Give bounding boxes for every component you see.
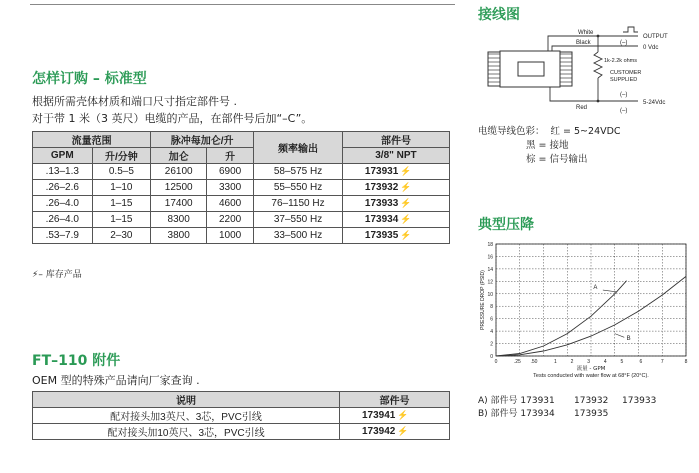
cell-freq: 55–550 Hz bbox=[254, 180, 343, 196]
cell-gal: 26100 bbox=[151, 164, 207, 180]
part-number: 173931 bbox=[364, 166, 399, 177]
header-lpm: 升/分钟 bbox=[92, 148, 151, 164]
x-axis-label: 流量 - GPM bbox=[576, 366, 606, 372]
table-row bbox=[33, 164, 450, 180]
bolt-icon: ⚡ bbox=[400, 230, 412, 240]
cell-gal: 17400 bbox=[151, 196, 207, 212]
cell-lpm: 1–15 bbox=[92, 196, 151, 212]
x-tick-label: 4 bbox=[603, 359, 607, 365]
cell-liter: 6900 bbox=[207, 164, 254, 180]
bolt-icon: ⚡ bbox=[400, 198, 412, 208]
accessory-table bbox=[32, 391, 450, 440]
pressure-chart bbox=[478, 238, 694, 388]
cell-liter: 1000 bbox=[207, 228, 254, 244]
series-a-label: A bbox=[593, 284, 598, 291]
wire-legend bbox=[478, 125, 621, 167]
order-line-1: 根据所需壳体材质和端口尺寸指定部件号 . bbox=[32, 95, 237, 108]
bolt-icon: ⚡ bbox=[397, 426, 409, 436]
part-number: 173932 bbox=[364, 182, 399, 193]
cell-liter: 2200 bbox=[207, 212, 254, 228]
cell-part bbox=[342, 196, 449, 212]
x-tick-label: 5 bbox=[620, 359, 624, 365]
minus-label-3: (–) bbox=[620, 108, 628, 114]
cell-gal: 8300 bbox=[151, 212, 207, 228]
y-tick-label: 18 bbox=[487, 242, 493, 248]
legend-a3: 173933 bbox=[622, 396, 657, 406]
table-row bbox=[33, 212, 450, 228]
cell-part bbox=[340, 424, 450, 440]
x-tick-label: 6 bbox=[639, 359, 643, 365]
legend-b2: 173935 bbox=[574, 409, 609, 419]
y-tick-label: 10 bbox=[487, 291, 493, 298]
table-row bbox=[33, 196, 450, 212]
cell-lpm: 0.5–5 bbox=[92, 164, 151, 180]
y-tick-label: 2 bbox=[490, 341, 493, 348]
wire-legend-brown: 棕 = 信号输出 bbox=[526, 154, 588, 165]
part-number: 173942 bbox=[362, 426, 396, 437]
cell-gpm: .26–2.6 bbox=[33, 180, 93, 196]
bolt-icon: ⚡ bbox=[400, 182, 412, 192]
output-label: OUTPUT bbox=[643, 34, 668, 40]
cell-gal: 3800 bbox=[151, 228, 207, 244]
wire-legend-black: 黑 = 接地 bbox=[526, 140, 569, 151]
supply-label: 5-24Vdc bbox=[643, 100, 666, 106]
minus-label-2: (–) bbox=[620, 92, 628, 98]
chart-note: Tests conducted with water flow at 68°F (20°C). bbox=[533, 373, 649, 379]
pressure-title: 典型压降 bbox=[478, 217, 534, 233]
x-tick-label: 7 bbox=[660, 359, 664, 365]
chart-legend bbox=[478, 395, 698, 421]
y-tick-label: 6 bbox=[490, 316, 493, 323]
wiring-title: 接线图 bbox=[478, 7, 520, 23]
minus-label-1: (–) bbox=[620, 40, 628, 46]
table-row bbox=[33, 408, 450, 424]
cell-freq: 37–550 Hz bbox=[254, 212, 343, 228]
header-part: 部件号 bbox=[342, 132, 449, 148]
zero-vdc-label: 0 Vdc bbox=[643, 45, 659, 51]
sensor-body bbox=[500, 51, 560, 87]
cell-gpm: .26–4.0 bbox=[33, 196, 93, 212]
series-b-pointer bbox=[615, 334, 625, 338]
cell-liter: 4600 bbox=[207, 196, 254, 212]
cell-gpm: .53–7.9 bbox=[33, 228, 93, 244]
x-tick-label: 8 bbox=[684, 359, 688, 365]
cell-freq: 58–575 Hz bbox=[254, 164, 343, 180]
y-axis-label: PRESSURE DROP (PSID) bbox=[480, 270, 486, 330]
table-row bbox=[33, 180, 450, 196]
wire-white-label: White bbox=[578, 30, 594, 36]
x-tick-label: .25 bbox=[513, 359, 521, 365]
wire-legend-red: 红 = 5~24VDC bbox=[550, 126, 621, 137]
y-tick-label: 16 bbox=[487, 254, 493, 261]
wire-legend-label: 电缆导线色彩： bbox=[478, 126, 545, 137]
part-number: 173933 bbox=[364, 198, 399, 209]
cell-part bbox=[342, 180, 449, 196]
header-liter: 升 bbox=[207, 148, 254, 164]
resistor-label: 1k-2.2k ohms bbox=[604, 58, 638, 64]
legend-b-label: B) 部件号 173934 bbox=[478, 409, 555, 419]
accessories-note: OEM 型的特殊产品请向厂家查询 . bbox=[32, 374, 200, 387]
order-table bbox=[32, 131, 450, 244]
cell-desc: 配对接头加10英尺、3芯，PVC引线 bbox=[33, 424, 340, 440]
header-gpm: GPM bbox=[33, 148, 93, 164]
header-gal: 加仑 bbox=[151, 148, 207, 164]
cell-part bbox=[342, 212, 449, 228]
cell-freq: 33–500 Hz bbox=[254, 228, 343, 244]
bolt-icon: ⚡ bbox=[400, 214, 412, 224]
cell-liter: 3300 bbox=[207, 180, 254, 196]
order-title: 怎样订购 – 标准型 bbox=[32, 71, 147, 87]
cell-freq: 76–1150 Hz bbox=[254, 196, 343, 212]
bolt-icon: ⚡ bbox=[397, 410, 409, 420]
cell-gpm: .13–1.3 bbox=[33, 164, 93, 180]
series-line-A bbox=[496, 281, 627, 356]
plot-frame bbox=[496, 244, 686, 356]
x-tick-label: 0 bbox=[494, 359, 498, 365]
cell-gal: 12500 bbox=[151, 180, 207, 196]
cell-part bbox=[342, 228, 449, 244]
part-number: 173934 bbox=[364, 214, 399, 225]
header-freq: 频率输出 bbox=[254, 132, 343, 164]
header-flow-range: 流量范围 bbox=[33, 132, 151, 148]
cell-lpm: 1–10 bbox=[92, 180, 151, 196]
part-number: 173941 bbox=[362, 410, 396, 421]
table-row bbox=[33, 424, 450, 440]
series-b-label: B bbox=[626, 335, 631, 342]
cell-part bbox=[342, 164, 449, 180]
top-divider bbox=[30, 0, 455, 5]
x-tick-label: .50 bbox=[530, 359, 538, 365]
cell-lpm: 1–15 bbox=[92, 212, 151, 228]
y-tick-label: 4 bbox=[490, 329, 493, 336]
wiring-diagram bbox=[478, 24, 693, 114]
order-line-2: 对于带 1 米（3 英尺）电缆的产品，在部件号后加“–C”。 bbox=[32, 112, 313, 125]
customer-label: CUSTOMER bbox=[610, 70, 642, 76]
accessories-title: FT–110 附件 bbox=[32, 353, 121, 369]
y-tick-label: 14 bbox=[487, 266, 493, 273]
y-tick-label: 8 bbox=[490, 304, 493, 311]
wire-red-label: Red bbox=[576, 105, 588, 111]
legend-a2: 173932 bbox=[574, 396, 609, 406]
cell-desc: 配对接头加3英尺、3芯，PVC引线 bbox=[33, 408, 340, 424]
header-npt: 3/8" NPT bbox=[342, 148, 449, 164]
x-tick-label: 2 bbox=[570, 359, 574, 365]
legend-a-label: A) 部件号 173931 bbox=[478, 396, 555, 406]
cell-part bbox=[340, 408, 450, 424]
supplied-label: SUPPLIED bbox=[610, 77, 638, 83]
acc-header-desc: 说明 bbox=[33, 392, 340, 408]
table-row bbox=[33, 228, 450, 244]
y-tick-label: 0 bbox=[490, 354, 493, 360]
x-tick-label: 3 bbox=[587, 359, 591, 365]
bolt-icon: ⚡ bbox=[32, 270, 39, 280]
cell-lpm: 2–30 bbox=[92, 228, 151, 244]
y-tick-label: 12 bbox=[487, 279, 493, 286]
cell-gpm: .26–4.0 bbox=[33, 212, 93, 228]
stock-note: ⚡– 库存产品 bbox=[32, 270, 82, 280]
part-number: 173935 bbox=[364, 230, 399, 241]
wire-black-label: Black bbox=[576, 40, 591, 46]
header-pulse: 脉冲每加仑/升 bbox=[151, 132, 254, 148]
acc-header-part: 部件号 bbox=[340, 392, 450, 408]
x-tick-label: 1 bbox=[553, 359, 557, 365]
bolt-icon: ⚡ bbox=[400, 166, 412, 176]
